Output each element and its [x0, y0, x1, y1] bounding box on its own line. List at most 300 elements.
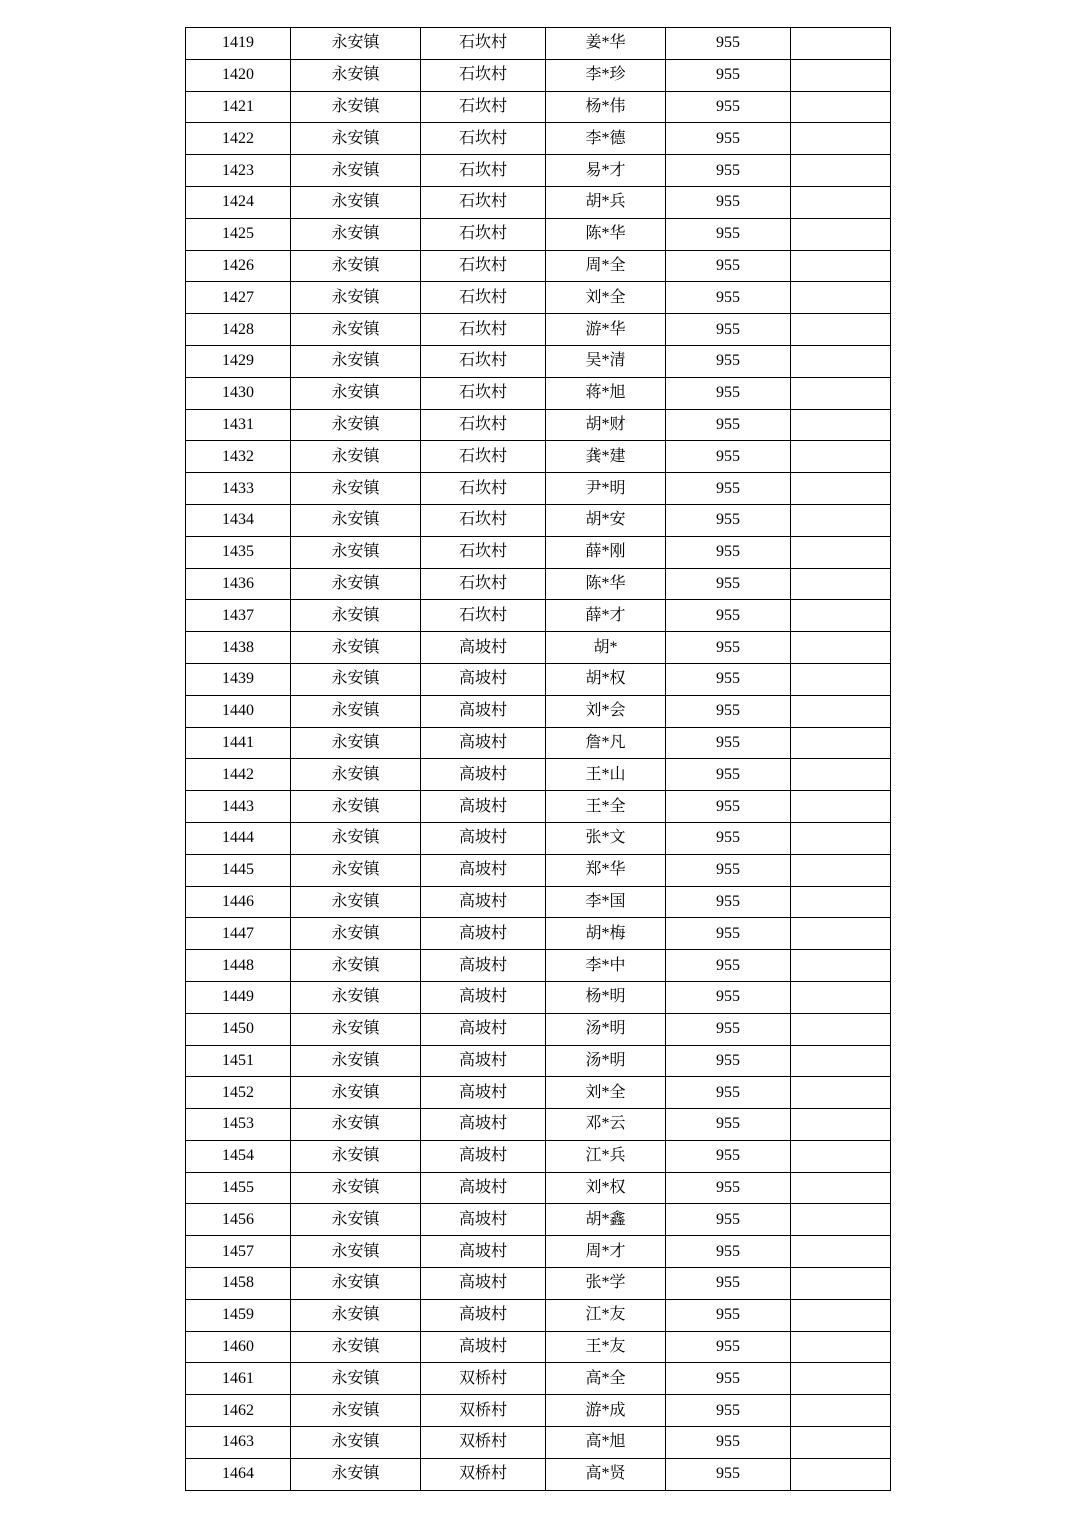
cell-town: 永安镇 — [291, 536, 421, 568]
cell-note — [791, 186, 891, 218]
cell-name: 王*全 — [546, 791, 666, 823]
cell-note — [791, 568, 891, 600]
cell-row-id: 1434 — [186, 504, 291, 536]
table-row — [186, 1299, 891, 1331]
table-row — [186, 1045, 891, 1077]
cell-village: 高坡村 — [421, 1013, 546, 1045]
cell-town: 永安镇 — [291, 568, 421, 600]
cell-code: 955 — [666, 568, 791, 600]
table-row — [186, 727, 891, 759]
table-row — [186, 632, 891, 664]
cell-name: 蒋*旭 — [546, 377, 666, 409]
cell-town: 永安镇 — [291, 632, 421, 664]
cell-town: 永安镇 — [291, 695, 421, 727]
cell-village: 石坎村 — [421, 218, 546, 250]
cell-name: 刘*全 — [546, 1077, 666, 1109]
cell-village: 高坡村 — [421, 1045, 546, 1077]
cell-row-id: 1419 — [186, 28, 291, 60]
cell-note — [791, 918, 891, 950]
cell-row-id: 1459 — [186, 1299, 291, 1331]
cell-note — [791, 123, 891, 155]
cell-town: 永安镇 — [291, 377, 421, 409]
cell-name: 周*全 — [546, 250, 666, 282]
cell-code: 955 — [666, 314, 791, 346]
cell-name: 李*珍 — [546, 59, 666, 91]
cell-town: 永安镇 — [291, 345, 421, 377]
cell-town: 永安镇 — [291, 663, 421, 695]
table-row — [186, 1395, 891, 1427]
cell-code: 955 — [666, 1427, 791, 1459]
cell-town: 永安镇 — [291, 218, 421, 250]
cell-row-id: 1451 — [186, 1045, 291, 1077]
cell-row-id: 1456 — [186, 1204, 291, 1236]
cell-town: 永安镇 — [291, 441, 421, 473]
cell-name: 胡*鑫 — [546, 1204, 666, 1236]
cell-village: 石坎村 — [421, 377, 546, 409]
cell-code: 955 — [666, 663, 791, 695]
cell-row-id: 1430 — [186, 377, 291, 409]
cell-village: 高坡村 — [421, 1109, 546, 1141]
cell-name: 游*成 — [546, 1395, 666, 1427]
cell-row-id: 1424 — [186, 186, 291, 218]
cell-village: 高坡村 — [421, 791, 546, 823]
cell-code: 955 — [666, 28, 791, 60]
cell-town: 永安镇 — [291, 1427, 421, 1459]
cell-code: 955 — [666, 441, 791, 473]
cell-code: 955 — [666, 91, 791, 123]
cell-village: 高坡村 — [421, 822, 546, 854]
cell-code: 955 — [666, 727, 791, 759]
table-row — [186, 1236, 891, 1268]
cell-name: 邓*云 — [546, 1109, 666, 1141]
table-row — [186, 218, 891, 250]
cell-row-id: 1454 — [186, 1140, 291, 1172]
table-row — [186, 1109, 891, 1141]
cell-name: 刘*全 — [546, 282, 666, 314]
cell-town: 永安镇 — [291, 1331, 421, 1363]
cell-note — [791, 1172, 891, 1204]
table-row — [186, 822, 891, 854]
table-row — [186, 91, 891, 123]
cell-village: 高坡村 — [421, 1299, 546, 1331]
cell-code: 955 — [666, 282, 791, 314]
cell-village: 高坡村 — [421, 950, 546, 982]
cell-code: 955 — [666, 345, 791, 377]
cell-code: 955 — [666, 186, 791, 218]
cell-note — [791, 1363, 891, 1395]
cell-code: 955 — [666, 1045, 791, 1077]
cell-code: 955 — [666, 1299, 791, 1331]
cell-note — [791, 314, 891, 346]
cell-row-id: 1428 — [186, 314, 291, 346]
cell-note — [791, 1268, 891, 1300]
cell-code: 955 — [666, 536, 791, 568]
cell-town: 永安镇 — [291, 504, 421, 536]
cell-note — [791, 441, 891, 473]
cell-village: 石坎村 — [421, 504, 546, 536]
cell-row-id: 1443 — [186, 791, 291, 823]
table-row — [186, 886, 891, 918]
cell-note — [791, 632, 891, 664]
cell-village: 石坎村 — [421, 59, 546, 91]
cell-row-id: 1420 — [186, 59, 291, 91]
table-row — [186, 377, 891, 409]
cell-village: 高坡村 — [421, 1172, 546, 1204]
cell-village: 石坎村 — [421, 473, 546, 505]
cell-row-id: 1426 — [186, 250, 291, 282]
cell-town: 永安镇 — [291, 1395, 421, 1427]
cell-row-id: 1432 — [186, 441, 291, 473]
cell-note — [791, 218, 891, 250]
cell-note — [791, 1299, 891, 1331]
cell-note — [791, 250, 891, 282]
cell-code: 955 — [666, 1236, 791, 1268]
cell-name: 高*全 — [546, 1363, 666, 1395]
cell-code: 955 — [666, 695, 791, 727]
cell-village: 高坡村 — [421, 854, 546, 886]
cell-town: 永安镇 — [291, 1363, 421, 1395]
cell-note — [791, 28, 891, 60]
cell-row-id: 1431 — [186, 409, 291, 441]
cell-note — [791, 695, 891, 727]
cell-code: 955 — [666, 59, 791, 91]
cell-row-id: 1438 — [186, 632, 291, 664]
cell-code: 955 — [666, 377, 791, 409]
table-row — [186, 1331, 891, 1363]
cell-name: 汤*明 — [546, 1045, 666, 1077]
table-row — [186, 250, 891, 282]
cell-village: 石坎村 — [421, 28, 546, 60]
cell-row-id: 1457 — [186, 1236, 291, 1268]
cell-row-id: 1449 — [186, 981, 291, 1013]
table-row — [186, 441, 891, 473]
cell-code: 955 — [666, 155, 791, 187]
table-row — [186, 282, 891, 314]
cell-name: 刘*权 — [546, 1172, 666, 1204]
cell-row-id: 1464 — [186, 1458, 291, 1490]
table-row — [186, 918, 891, 950]
cell-row-id: 1450 — [186, 1013, 291, 1045]
table-row — [186, 663, 891, 695]
table-row — [186, 568, 891, 600]
cell-name: 胡*安 — [546, 504, 666, 536]
cell-note — [791, 663, 891, 695]
table-row — [186, 791, 891, 823]
cell-row-id: 1425 — [186, 218, 291, 250]
cell-village: 高坡村 — [421, 981, 546, 1013]
cell-town: 永安镇 — [291, 1458, 421, 1490]
cell-note — [791, 727, 891, 759]
cell-name: 陈*华 — [546, 218, 666, 250]
cell-note — [791, 59, 891, 91]
cell-town: 永安镇 — [291, 950, 421, 982]
cell-code: 955 — [666, 854, 791, 886]
cell-note — [791, 1077, 891, 1109]
cell-code: 955 — [666, 886, 791, 918]
cell-name: 胡*梅 — [546, 918, 666, 950]
cell-town: 永安镇 — [291, 409, 421, 441]
cell-name: 李*德 — [546, 123, 666, 155]
cell-name: 尹*明 — [546, 473, 666, 505]
cell-row-id: 1433 — [186, 473, 291, 505]
cell-town: 永安镇 — [291, 759, 421, 791]
cell-row-id: 1439 — [186, 663, 291, 695]
cell-code: 955 — [666, 218, 791, 250]
cell-name: 刘*会 — [546, 695, 666, 727]
cell-village: 石坎村 — [421, 600, 546, 632]
cell-town: 永安镇 — [291, 822, 421, 854]
cell-note — [791, 1236, 891, 1268]
cell-name: 游*华 — [546, 314, 666, 346]
cell-name: 胡*财 — [546, 409, 666, 441]
cell-name: 易*才 — [546, 155, 666, 187]
cell-note — [791, 759, 891, 791]
cell-note — [791, 409, 891, 441]
table-row — [186, 759, 891, 791]
cell-code: 955 — [666, 473, 791, 505]
cell-note — [791, 886, 891, 918]
cell-note — [791, 1013, 891, 1045]
table-row — [186, 345, 891, 377]
cell-village: 高坡村 — [421, 1268, 546, 1300]
cell-name: 郑*华 — [546, 854, 666, 886]
cell-town: 永安镇 — [291, 1172, 421, 1204]
cell-village: 高坡村 — [421, 1077, 546, 1109]
cell-row-id: 1445 — [186, 854, 291, 886]
table-row — [186, 1268, 891, 1300]
table-row — [186, 950, 891, 982]
cell-name: 胡*兵 — [546, 186, 666, 218]
cell-row-id: 1435 — [186, 536, 291, 568]
cell-town: 永安镇 — [291, 1077, 421, 1109]
table-row — [186, 854, 891, 886]
cell-code: 955 — [666, 250, 791, 282]
cell-name: 江*兵 — [546, 1140, 666, 1172]
cell-code: 955 — [666, 1363, 791, 1395]
cell-village: 石坎村 — [421, 250, 546, 282]
cell-village: 石坎村 — [421, 155, 546, 187]
cell-village: 双桥村 — [421, 1458, 546, 1490]
cell-note — [791, 345, 891, 377]
cell-row-id: 1463 — [186, 1427, 291, 1459]
cell-note — [791, 1427, 891, 1459]
cell-name: 周*才 — [546, 1236, 666, 1268]
cell-town: 永安镇 — [291, 155, 421, 187]
cell-name: 杨*明 — [546, 981, 666, 1013]
cell-village: 高坡村 — [421, 695, 546, 727]
cell-town: 永安镇 — [291, 1109, 421, 1141]
cell-note — [791, 1109, 891, 1141]
cell-code: 955 — [666, 1204, 791, 1236]
cell-village: 石坎村 — [421, 282, 546, 314]
cell-row-id: 1422 — [186, 123, 291, 155]
cell-code: 955 — [666, 950, 791, 982]
cell-town: 永安镇 — [291, 981, 421, 1013]
cell-name: 陈*华 — [546, 568, 666, 600]
cell-town: 永安镇 — [291, 1204, 421, 1236]
cell-row-id: 1461 — [186, 1363, 291, 1395]
cell-village: 高坡村 — [421, 727, 546, 759]
cell-village: 高坡村 — [421, 663, 546, 695]
cell-row-id: 1460 — [186, 1331, 291, 1363]
cell-village: 石坎村 — [421, 186, 546, 218]
cell-code: 955 — [666, 1140, 791, 1172]
cell-name: 吴*清 — [546, 345, 666, 377]
cell-name: 姜*华 — [546, 28, 666, 60]
cell-row-id: 1427 — [186, 282, 291, 314]
table-row — [186, 1363, 891, 1395]
cell-name: 江*友 — [546, 1299, 666, 1331]
cell-row-id: 1446 — [186, 886, 291, 918]
cell-note — [791, 981, 891, 1013]
cell-name: 张*文 — [546, 822, 666, 854]
cell-village: 高坡村 — [421, 632, 546, 664]
cell-row-id: 1436 — [186, 568, 291, 600]
cell-code: 955 — [666, 822, 791, 854]
cell-town: 永安镇 — [291, 314, 421, 346]
table-row — [186, 600, 891, 632]
table-row — [186, 186, 891, 218]
cell-village: 高坡村 — [421, 1204, 546, 1236]
cell-name: 胡* — [546, 632, 666, 664]
cell-row-id: 1440 — [186, 695, 291, 727]
cell-code: 955 — [666, 1331, 791, 1363]
cell-town: 永安镇 — [291, 1045, 421, 1077]
cell-row-id: 1441 — [186, 727, 291, 759]
cell-town: 永安镇 — [291, 1299, 421, 1331]
cell-village: 双桥村 — [421, 1363, 546, 1395]
cell-row-id: 1444 — [186, 822, 291, 854]
cell-town: 永安镇 — [291, 250, 421, 282]
cell-note — [791, 1140, 891, 1172]
data-table-container — [185, 27, 891, 1491]
cell-row-id: 1442 — [186, 759, 291, 791]
cell-code: 955 — [666, 504, 791, 536]
cell-row-id: 1453 — [186, 1109, 291, 1141]
cell-village: 高坡村 — [421, 886, 546, 918]
table-row — [186, 504, 891, 536]
cell-village: 高坡村 — [421, 1236, 546, 1268]
table-row — [186, 1427, 891, 1459]
cell-name: 高*旭 — [546, 1427, 666, 1459]
cell-code: 955 — [666, 632, 791, 664]
cell-row-id: 1462 — [186, 1395, 291, 1427]
cell-row-id: 1448 — [186, 950, 291, 982]
table-row — [186, 695, 891, 727]
table-row — [186, 28, 891, 60]
table-row — [186, 155, 891, 187]
table-row — [186, 314, 891, 346]
cell-note — [791, 1045, 891, 1077]
cell-town: 永安镇 — [291, 473, 421, 505]
cell-name: 李*国 — [546, 886, 666, 918]
cell-note — [791, 950, 891, 982]
cell-name: 胡*权 — [546, 663, 666, 695]
cell-note — [791, 91, 891, 123]
cell-code: 955 — [666, 1172, 791, 1204]
cell-town: 永安镇 — [291, 1236, 421, 1268]
cell-town: 永安镇 — [291, 1140, 421, 1172]
cell-town: 永安镇 — [291, 186, 421, 218]
table-row — [186, 1458, 891, 1490]
cell-code: 955 — [666, 1013, 791, 1045]
cell-code: 955 — [666, 918, 791, 950]
cell-note — [791, 536, 891, 568]
cell-town: 永安镇 — [291, 918, 421, 950]
cell-row-id: 1455 — [186, 1172, 291, 1204]
cell-note — [791, 1458, 891, 1490]
cell-village: 高坡村 — [421, 1140, 546, 1172]
cell-village: 高坡村 — [421, 759, 546, 791]
cell-village: 石坎村 — [421, 568, 546, 600]
cell-row-id: 1452 — [186, 1077, 291, 1109]
cell-name: 李*中 — [546, 950, 666, 982]
table-row — [186, 123, 891, 155]
cell-town: 永安镇 — [291, 59, 421, 91]
cell-town: 永安镇 — [291, 727, 421, 759]
cell-code: 955 — [666, 409, 791, 441]
cell-note — [791, 473, 891, 505]
cell-town: 永安镇 — [291, 854, 421, 886]
cell-town: 永安镇 — [291, 123, 421, 155]
table-row — [186, 1077, 891, 1109]
table-row — [186, 59, 891, 91]
cell-village: 石坎村 — [421, 441, 546, 473]
cell-note — [791, 377, 891, 409]
data-table — [185, 27, 891, 1491]
cell-note — [791, 1331, 891, 1363]
cell-name: 詹*凡 — [546, 727, 666, 759]
table-row — [186, 473, 891, 505]
cell-name: 龚*建 — [546, 441, 666, 473]
cell-code: 955 — [666, 981, 791, 1013]
cell-name: 薛*刚 — [546, 536, 666, 568]
cell-name: 杨*伟 — [546, 91, 666, 123]
cell-row-id: 1429 — [186, 345, 291, 377]
cell-town: 永安镇 — [291, 600, 421, 632]
cell-code: 955 — [666, 1458, 791, 1490]
table-row — [186, 1204, 891, 1236]
cell-town: 永安镇 — [291, 28, 421, 60]
cell-town: 永安镇 — [291, 1013, 421, 1045]
cell-note — [791, 1204, 891, 1236]
cell-code: 955 — [666, 1109, 791, 1141]
cell-town: 永安镇 — [291, 791, 421, 823]
cell-note — [791, 504, 891, 536]
cell-note — [791, 1395, 891, 1427]
cell-name: 高*贤 — [546, 1458, 666, 1490]
cell-town: 永安镇 — [291, 886, 421, 918]
cell-village: 石坎村 — [421, 314, 546, 346]
cell-village: 高坡村 — [421, 918, 546, 950]
cell-village: 石坎村 — [421, 536, 546, 568]
cell-code: 955 — [666, 759, 791, 791]
cell-town: 永安镇 — [291, 282, 421, 314]
cell-name: 薛*才 — [546, 600, 666, 632]
table-row — [186, 409, 891, 441]
table-row — [186, 1172, 891, 1204]
cell-code: 955 — [666, 1077, 791, 1109]
cell-name: 汤*明 — [546, 1013, 666, 1045]
cell-village: 石坎村 — [421, 409, 546, 441]
cell-row-id: 1447 — [186, 918, 291, 950]
cell-code: 955 — [666, 1268, 791, 1300]
cell-code: 955 — [666, 791, 791, 823]
cell-village: 石坎村 — [421, 123, 546, 155]
cell-village: 石坎村 — [421, 345, 546, 377]
cell-name: 王*山 — [546, 759, 666, 791]
cell-row-id: 1423 — [186, 155, 291, 187]
